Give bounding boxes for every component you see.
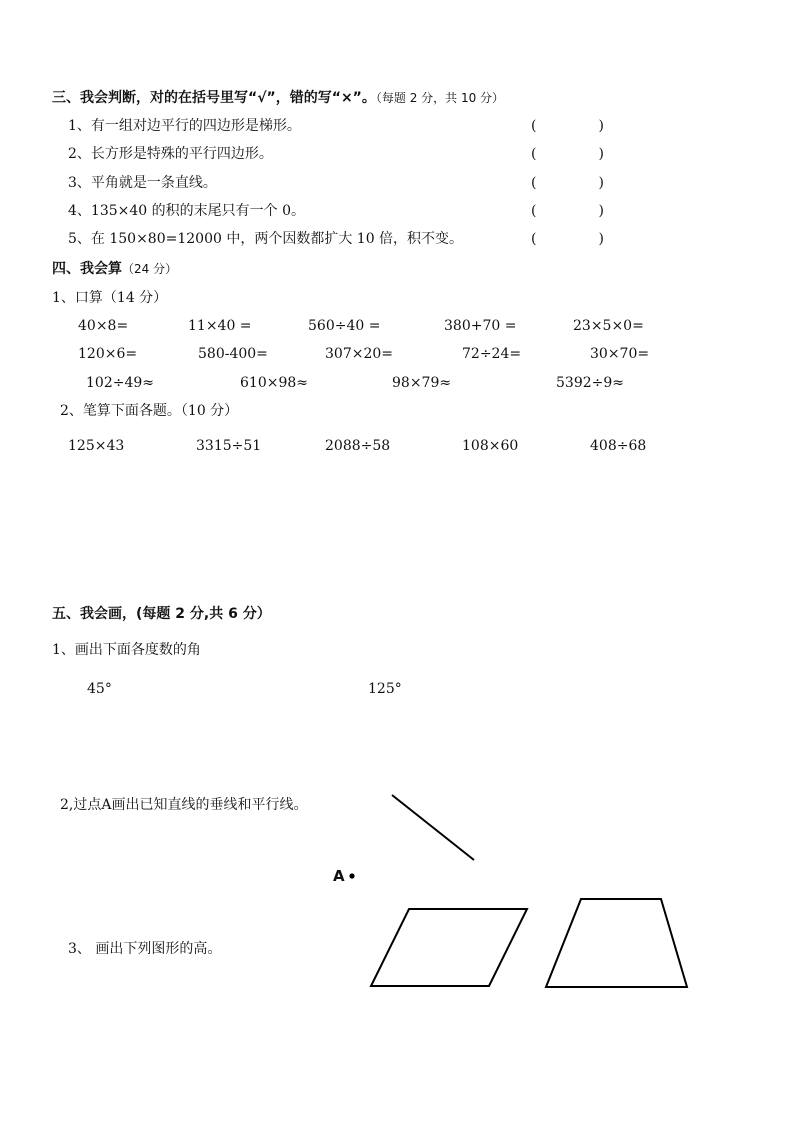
written-calc-item: 125×43 xyxy=(68,438,125,454)
answer-paren-3[interactable]: ( ) xyxy=(531,175,604,191)
section4-heading: 四、我会算 xyxy=(52,261,122,277)
answer-paren-2[interactable]: ( ) xyxy=(531,146,604,162)
angle-125-label: 125° xyxy=(368,681,402,697)
oral-calc-item: 102÷49≈ xyxy=(86,375,154,391)
oral-calc-item: 560÷40 = xyxy=(308,318,381,334)
point-a-label: A xyxy=(333,867,345,885)
given-line[interactable] xyxy=(392,795,474,860)
oral-calc-title: 1、口算（14 分） xyxy=(52,290,168,306)
oral-calc-item: 610×98≈ xyxy=(240,375,308,391)
judge-item-5: 5、在 150×80=12000 中，两个因数都扩大 10 倍，积不变。 xyxy=(68,231,464,247)
perpendicular-question: 2,过点A画出已知直线的垂线和平行线。 xyxy=(60,797,308,813)
judge-item-2: 2、长方形是特殊的平行四边形。 xyxy=(68,146,273,162)
angle-45-label: 45° xyxy=(87,681,112,697)
parallelogram-shape[interactable] xyxy=(371,909,527,986)
point-a-dot[interactable] xyxy=(349,873,354,878)
written-calc-item: 408÷68 xyxy=(590,438,647,454)
written-calc-item: 108×60 xyxy=(462,438,519,454)
written-calc-item: 2088÷58 xyxy=(325,438,391,454)
judge-item-1: 1、有一组对边平行的四边形是梯形。 xyxy=(68,118,301,134)
oral-calc-item: 98×79≈ xyxy=(392,375,452,391)
section4-score: （24 分） xyxy=(122,262,178,276)
section3-score: （每题 2 分，共 10 分） xyxy=(375,91,505,105)
draw-angle-title: 1、画出下面各度数的角 xyxy=(52,642,201,658)
trapezoid-shape[interactable] xyxy=(546,899,687,987)
height-question: 3、 画出下列图形的高。 xyxy=(68,941,222,957)
oral-calc-item: 5392÷9≈ xyxy=(556,375,624,391)
oral-calc-item: 30×70= xyxy=(590,346,650,362)
section3-heading: 三、我会判断，对的在括号里写“√”，错的写“×”。 xyxy=(52,90,376,106)
oral-calc-item: 11×40 = xyxy=(188,318,252,334)
oral-calc-item: 580-400= xyxy=(198,346,268,362)
judge-item-4: 4、135×40 的积的末尾只有一个 0。 xyxy=(68,203,305,219)
oral-calc-item: 23×5×0= xyxy=(573,318,644,334)
written-calc-title: 2、笔算下面各题。（10 分） xyxy=(60,403,239,419)
answer-paren-5[interactable]: ( ) xyxy=(531,231,604,247)
answer-paren-1[interactable]: ( ) xyxy=(531,118,604,134)
oral-calc-item: 307×20= xyxy=(325,346,393,362)
written-calc-item: 3315÷51 xyxy=(196,438,262,454)
judge-item-3: 3、平角就是一条直线。 xyxy=(68,175,217,191)
oral-calc-item: 40×8= xyxy=(78,318,129,334)
answer-paren-4[interactable]: ( ) xyxy=(531,203,604,219)
oral-calc-item: 72÷24= xyxy=(462,346,522,362)
oral-calc-item: 120×6= xyxy=(78,346,138,362)
oral-calc-item: 380+70 = xyxy=(444,318,517,334)
section5-heading: 五、我会画，(每题 2 分,共 6 分） xyxy=(52,606,271,622)
